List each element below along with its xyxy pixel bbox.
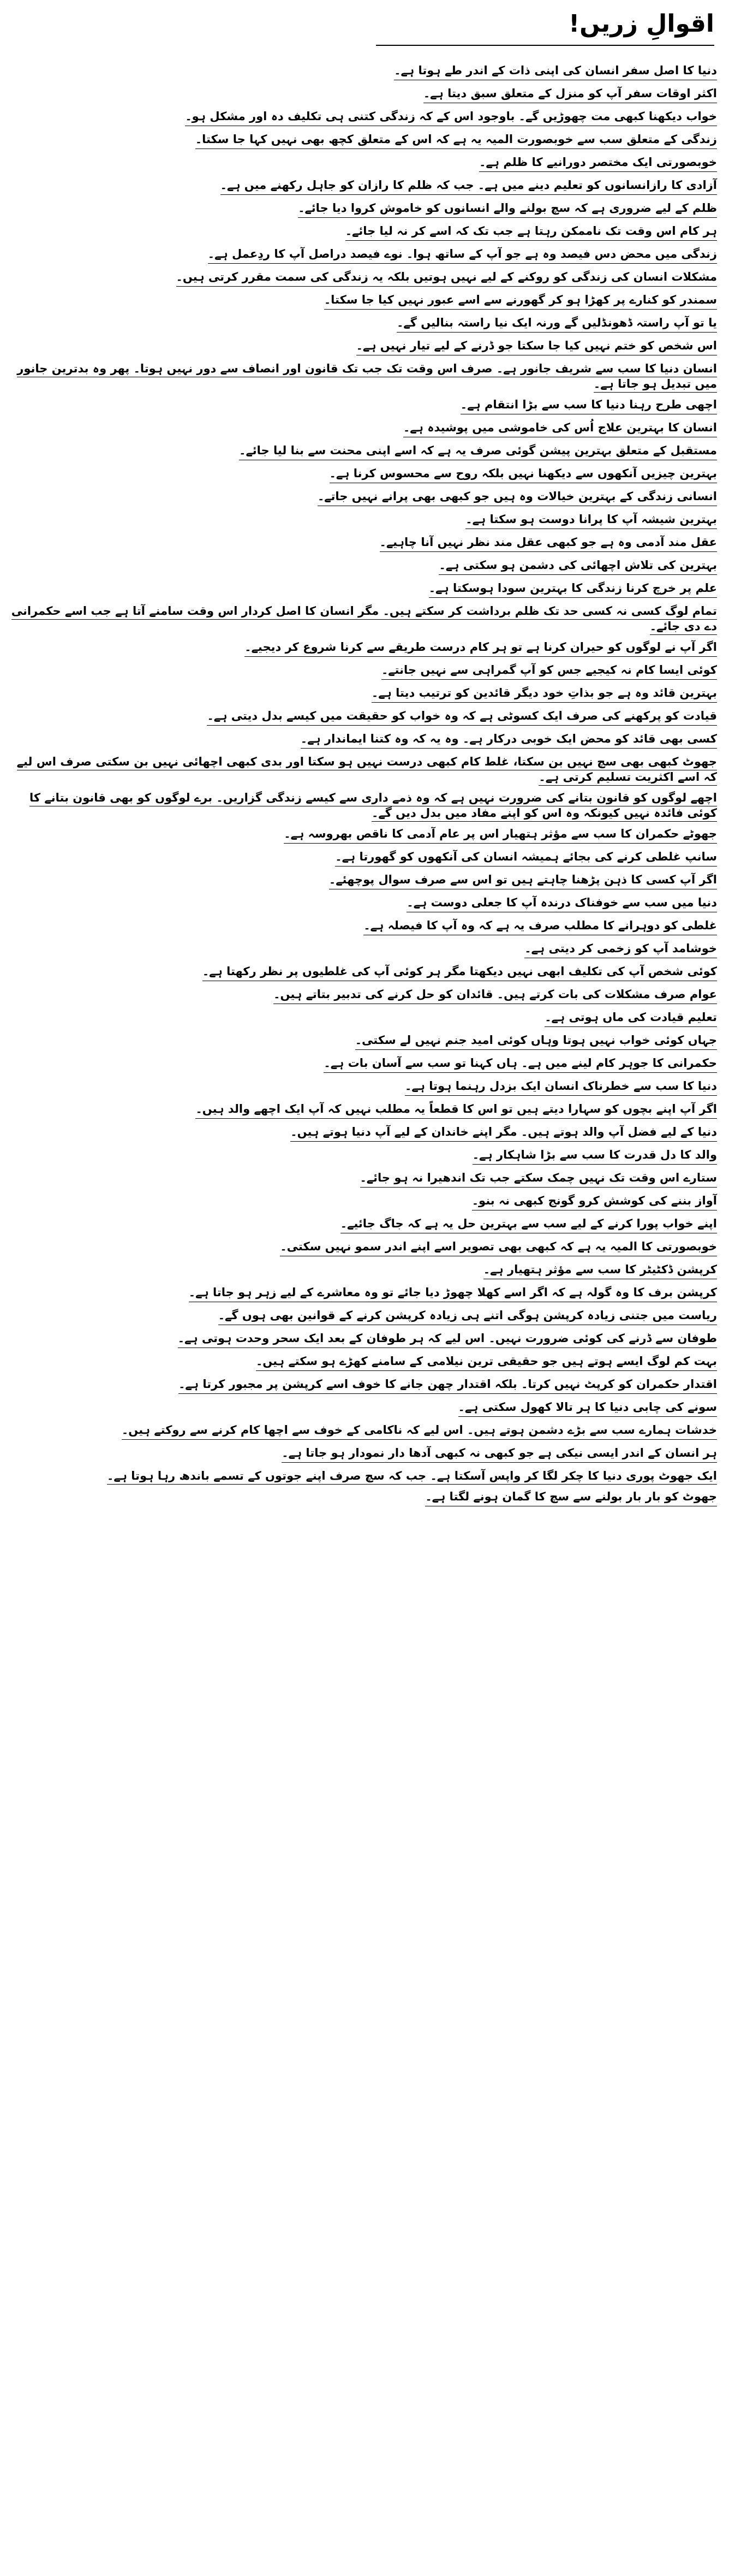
quote-line (7, 315, 717, 333)
quote-text: اس شخص کو ختم نہیں کیا جا سکتا جو ڈرنے کے لیے تیار نہیں ہے۔ (356, 338, 717, 355)
quote-text: اگر آپ نے لوگوں کو حیران کرنا ہے تو ہر کام درست طریقے سے کرنا شروع کر دیجیے۔ (244, 639, 717, 657)
quote-line (7, 63, 717, 80)
quote-line (7, 1239, 717, 1256)
quote-text: قیادت کو پرکھنے کی صرف ایک کسوٹی ہے کہ وہ خواب کو حقیقت میں کیسے بدل دیتی ہے۔ (207, 708, 717, 726)
quote-text: آواز بننے کی کوشش کرو گونج کبھی نہ بنو۔ (472, 1193, 717, 1210)
quote-text: خوبصورتی ایک مختصر دورانیے کا ظلم ہے۔ (479, 155, 717, 172)
quote-line (7, 826, 717, 844)
quote-line (7, 849, 717, 866)
quote-text: جھوٹے حکمران کا سب سے مؤثر ہتھیار اس پر عام آدمی کا ناقص بھروسہ ہے۔ (284, 826, 717, 844)
quote-line (7, 443, 717, 460)
quote-text: بہترین قائد وہ ہے جو بذاتِ خود دیگر قائدین کو ترتیب دیتا ہے۔ (372, 685, 717, 703)
quote-line (7, 1032, 717, 1050)
quote-line (7, 872, 717, 889)
quote-text: کرپشن ڈکٹیٹر کا سب سے مؤثر ہتھیار ہے۔ (483, 1262, 717, 1279)
quote-text: ستارے اس وقت تک نہیں چمک سکتے جب تک اندھیرا نہ ہو جائے۔ (360, 1170, 718, 1188)
quote-text: علم پر خرچ کرنا زندگی کا بہترین سودا ہوسکتا ہے۔ (429, 580, 717, 598)
quote-text: جہاں کوئی خواب نہیں ہوتا وہاں کوئی امید جنم نہیں لے سکتی۔ (355, 1032, 717, 1050)
quote-line (7, 580, 717, 598)
quote-line (7, 1331, 717, 1348)
quote-line (7, 155, 717, 172)
quote-text: دنیا کے لیے فضل آپ والد ہوتے ہیں۔ مگر اپنے خاندان کے لیے آپ دنیا ہوتے ہیں۔ (290, 1124, 717, 1142)
quote-text: زندگی کے متعلق سب سے خوبصورت المیہ یہ ہے کہ اس کے متعلق کچھ بھی نہیں کہا جا سکتا۔ (195, 132, 717, 149)
quote-text: انسان کا بہترین علاج اُس کی خاموشی میں پوشیدہ ہے۔ (403, 420, 717, 437)
quote-line (7, 1376, 717, 1394)
quote-line (7, 754, 717, 785)
quote-text: اچھی طرح رہنا دنیا کا سب سے بڑا انتقام ہے۔ (461, 397, 717, 414)
quote-text: سانپ غلطی کرنے کی بجائے ہمیشہ انسان کی آنکھوں کو گھورتا ہے۔ (335, 849, 717, 866)
quote-text: ہر انسان کے اندر ایسی نیکی ہے جو کبھی نہ کبھی آدھا دار نمودار ہو جاتا ہے۔ (282, 1445, 717, 1463)
quote-line (7, 1147, 717, 1165)
quote-line (7, 964, 717, 981)
quote-line (7, 639, 717, 657)
quote-line (7, 895, 717, 912)
quote-line (7, 1489, 717, 1506)
quote-line (7, 512, 717, 529)
quote-text: کوئی ایسا کام نہ کیجیے جس کو آپ گمراہی سے نہیں جانتے۔ (381, 662, 717, 680)
quote-line (7, 1399, 717, 1417)
quote-text: زندگی میں محض دس فیصد وہ ہے جو آپ کے ساتھ ہوا۔ نوے فیصد دراصل آپ کا ردِعمل ہے۔ (208, 246, 717, 264)
quote-text: تعلیم قیادت کی ماں ہوتی ہے۔ (545, 1010, 717, 1027)
quote-line (7, 557, 717, 575)
quote-text: مشکلات انسان کی زندگی کو روکنے کے لیے نہیں ہوتیں بلکہ یہ زندگی کی سمت مقرر کرتی ہیں۔ (176, 269, 717, 287)
quote-text: اقتدار حکمران کو کرپٹ نہیں کرتا۔ بلکہ اقتدار چھن جانے کا خوف اسے کرپشن پر مجبور کرتا ہے۔ (178, 1376, 717, 1394)
quote-line (7, 1124, 717, 1142)
quote-text: اکثر اوقات سفر آپ کو منزل کے متعلق سبق دیتا ہے۔ (423, 86, 717, 103)
quote-text: غلطی کو دوہرانے کا مطلب صرف یہ ہے کہ وہ آپ کا فیصلہ ہے۔ (363, 918, 717, 935)
quote-line (7, 1308, 717, 1325)
quote-text: خواب دیکھنا کبھی مت چھوڑیں گے۔ باوجود اس کے کہ زندگی کتنی ہی تکلیف دہ اور مشکل ہو۔ (185, 109, 717, 126)
quote-text: عوام صرف مشکلات کی بات کرتے ہیں۔ قائدان کو حل کرنے کی تدبیر بتاتے ہیں۔ (273, 987, 717, 1004)
quote-text: اگر آپ اپنے بچوں کو سہارا دیتے ہیں تو اس کا قطعاً یہ مطلب نہیں کہ آپ ایک اچھے والد ہیں۔ (195, 1101, 717, 1119)
quote-text: والد کا دل قدرت کا سب سے بڑا شاہکار ہے۔ (473, 1147, 717, 1165)
quote-line (7, 1010, 717, 1027)
quote-text: انسان دنیا کا سب سے شریف جانور ہے۔ صرف اس وقت تک جب تک قانون اور انصاف سے دور نہیں ہوتا۔ پھر وہ بدترین جانور میں تبدیل ہو جاتا ہے۔ (17, 362, 717, 393)
quote-line (7, 918, 717, 935)
quote-text: خدشات ہمارے سب سے بڑے دشمن ہوتے ہیں۔ اس لیے کہ ناکامی کے خوف سے اچھا کام کرنے سے روکتے ہیں۔ (122, 1422, 717, 1440)
quote-text: سونے کی چابی دنیا کا ہر تالا کھول سکتی ہے۔ (458, 1399, 717, 1417)
quote-line (7, 1216, 717, 1233)
quote-text: ریاست میں جتنی زیادہ کرپشن ہوگی اتنے ہی زیادہ کرپشن کرنے کے قوانین بھی ہوں گے۔ (218, 1308, 717, 1325)
quote-line (7, 1354, 717, 1371)
quote-text: بہت کم لوگ ایسے ہوتے ہیں جو حقیقی ترین نیلامی کے سامنے کھڑے ہو سکتے ہیں۔ (256, 1354, 717, 1371)
quote-text: اگر آپ کسی کا ذہن پڑھنا چاہتے ہیں تو اس سے صرف سوال پوچھئے۔ (329, 872, 717, 889)
quote-line (7, 941, 717, 958)
quote-line (7, 86, 717, 103)
quote-line (7, 246, 717, 264)
quote-line (7, 1262, 717, 1279)
quote-line (7, 338, 717, 355)
quote-list (7, 63, 717, 1512)
quote-text: ظلم کے لیے ضروری ہے کہ سچ بولنے والے انسانوں کو خاموش کروا دیا جائے۔ (298, 200, 717, 218)
quote-text: جھوٹ کبھی بھی سچ نہیں بن سکتا، غلط کام کبھی درست نہیں ہو سکتا اور بدی کبھی اچھائی نہیں بن سکتی صرف اس لیے کہ اسے اکثریت تسلیم کرتی ہے۔ (17, 755, 717, 786)
quote-line (7, 397, 717, 414)
quote-line (7, 1422, 717, 1440)
quote-line (7, 708, 717, 726)
quote-text: آزادی کا رازانسانوں کو تعلیم دینے میں ہے۔ جب کہ ظلم کا رازان کو جاہل رکھنے میں ہے۔ (220, 177, 717, 195)
quote-text: بہترین چیزیں آنکھوں سے دیکھنا نہیں بلکہ روح سے محسوس کرنا ہے۔ (330, 466, 717, 483)
quote-text: طوفان سے ڈرنے کی کوئی ضرورت نہیں۔ اس لیے کہ ہر طوفان کے بعد ایک سحر وحدت ہوتی ہے۔ (178, 1331, 717, 1348)
quote-text: حکمرانی کا جوہر کام لینے میں ہے۔ ہاں کہنا تو سب سے آسان بات ہے۔ (324, 1055, 717, 1073)
quote-line (7, 535, 717, 552)
quote-text: مستقبل کے متعلق بہترین پیشن گوئی صرف یہ ہے کہ اسے اپنی محنت سے بنا لیا جائے۔ (239, 443, 717, 460)
quote-text: عقل مند آدمی وہ ہے جو کبھی عقل مند نظر نہیں آنا چاہیے۔ (380, 535, 717, 552)
quote-text: سمندر کو کنارے پر کھڑا ہو کر گھورنے سے اسے عبور نہیں کیا جا سکتا۔ (324, 292, 717, 310)
quote-text: خوشامد آپ کو زخمی کر دیتی ہے۔ (524, 941, 717, 958)
quote-line (7, 466, 717, 483)
quote-text: کرپشن برف کا وہ گولہ ہے کہ اگر اسے کھلا چھوڑ دیا جائے تو وہ معاشرے کے لیے زہر ہو جاتا ہے۔ (189, 1285, 717, 1302)
quote-line (7, 292, 717, 310)
quote-text: یا تو آپ راستہ ڈھونڈلیں گے ورنہ ایک نیا راستہ بنالیں گے۔ (397, 315, 717, 333)
quote-line (7, 1101, 717, 1119)
quote-text: اپنے خواب پورا کرنے کے لیے سب سے بہترین حل یہ ہے کہ جاگ جائیے۔ (340, 1216, 717, 1233)
quote-text: انسانی زندگی کے بہترین خیالات وہ ہیں جو کبھی بھی پرانے نہیں جاتے۔ (318, 489, 717, 506)
quote-line (7, 420, 717, 437)
quote-line (7, 223, 717, 241)
quote-line (7, 1170, 717, 1188)
quote-line (7, 200, 717, 218)
quote-line (7, 1285, 717, 1302)
quote-line (7, 132, 717, 149)
quote-line (7, 361, 717, 391)
quote-text: تمام لوگ کسی نہ کسی حد تک ظلم برداشت کر سکتے ہیں۔ مگر انسان کا اصل کردار اس وقت سامنے آتا ہے جب اسے حکمرانی دے دی جائے۔ (11, 604, 717, 635)
page-title: اقوالِ زریں! (569, 10, 714, 38)
quote-text: دنیا کا اصل سفر انسان کی اپنی ذات کے اندر طے ہوتا ہے۔ (394, 63, 717, 80)
quote-line (7, 1468, 717, 1483)
quote-line (7, 790, 717, 821)
quote-text: کوئی شخص آپ کی تکلیف ابھی نہیں دیکھتا مگر ہر کوئی آپ کی غلطیوں پر نظر رکھتا ہے۔ (202, 964, 717, 981)
quote-line (7, 109, 717, 126)
quote-line (7, 987, 717, 1004)
quote-line (7, 1193, 717, 1210)
quote-text: اچھے لوگوں کو قانون بتانے کی ضرورت نہیں ہے کہ وہ ذمے داری سے کیسے زندگی گزاریں۔ برے لوگوں کو بھی قانون بتانے کا کوئی فائدہ نہیں کیونکہ وہ اس کو اپنے مفاد میں بدل دیں گے۔ (29, 791, 717, 822)
quote-line (7, 685, 717, 703)
quote-text: ایک جھوٹ پوری دنیا کا چکر لگا کر واپس آسکتا ہے۔ جب کہ سچ صرف اپنے جوتوں کے تسمے باندھ رہا ہوتا ہے۔ (107, 1469, 717, 1485)
quote-line (7, 177, 717, 195)
quote-text: بہترین شیشہ آپ کا پرانا دوست ہو سکتا ہے۔ (465, 512, 717, 529)
quote-line (7, 662, 717, 680)
title-underline (376, 45, 714, 46)
quote-line (7, 603, 717, 634)
quote-line (7, 1445, 717, 1463)
quote-text: خوبصورتی کا المیہ یہ ہے کہ کبھی بھی تصویر اسے اپنے اندر سمو نہیں سکتی۔ (280, 1239, 717, 1256)
quote-text: کسی بھی قائد کو محض ایک خوبی درکار ہے۔ وہ یہ کہ وہ کتنا ایماندار ہے۔ (301, 731, 717, 749)
quote-line (7, 489, 717, 506)
quote-text: جھوٹ کو بار بار بولنے سے سچ کا گمان ہونے لگتا ہے۔ (425, 1489, 717, 1506)
quote-line (7, 269, 717, 287)
quote-line (7, 731, 717, 749)
quote-text: بہترین کی تلاش اچھائی کی دشمن ہو سکتی ہے۔ (439, 557, 717, 575)
quote-line (7, 1055, 717, 1073)
quote-text: دنیا میں سب سے خوفناک درندہ آپ کا جعلی دوست ہے۔ (407, 895, 717, 912)
quote-line (7, 1078, 717, 1096)
quote-text: دنیا کا سب سے خطرناک انسان ایک بزدل رہنما ہوتا ہے۔ (405, 1078, 717, 1096)
quote-text: ہر کام اس وقت تک ناممکن رہتا ہے جب تک کہ اسے کر نہ لیا جائے۔ (345, 223, 717, 241)
